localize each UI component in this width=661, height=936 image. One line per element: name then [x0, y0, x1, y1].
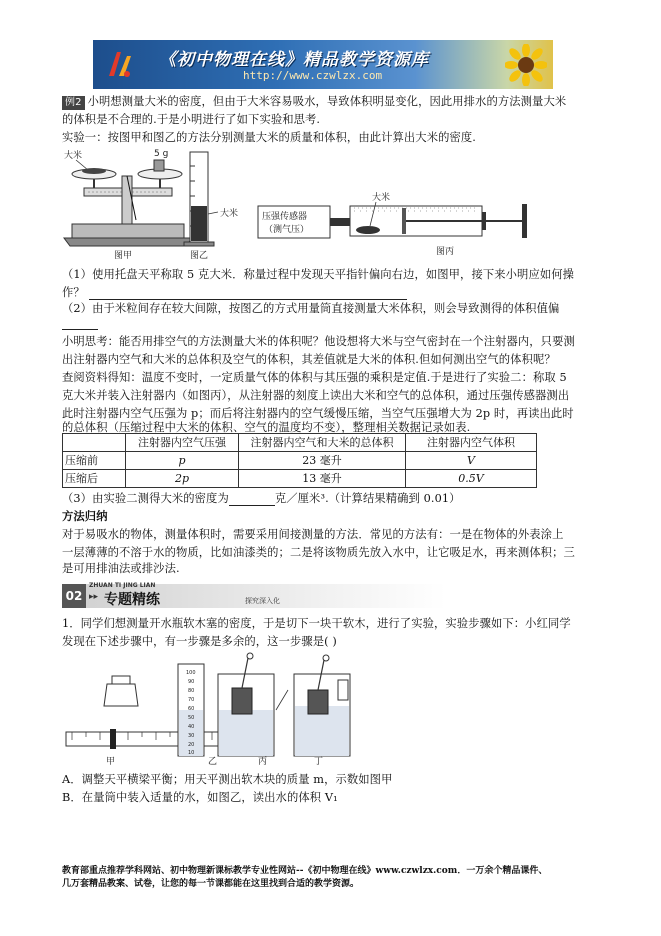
- fig1-label-weight: 5 g: [154, 149, 169, 159]
- table-header-cell: [63, 434, 126, 452]
- fig2-mark: 50: [188, 715, 195, 721]
- fig2-scale: [66, 676, 242, 767]
- fig1-label-rice-cyl: 大米: [220, 209, 239, 219]
- table-cell: 13 毫升: [239, 470, 406, 488]
- syringe-figure: [258, 191, 527, 257]
- section-number: 02: [62, 584, 86, 608]
- q1-line-1: （1）使用托盘天平称取 5 克大米．称量过程中发现天平指针偏向右边，如图甲，接下来小明应如何操: [62, 268, 575, 281]
- footer-line-2: 几万套精品教案、试卷，让您的每一节课都能在这里找到合适的教学资源。: [62, 879, 360, 889]
- thinking-line-6: 的总体积（压缩过程中大米的体积、空气的温度均不变），整理相关数据记录如表.: [62, 421, 471, 434]
- fig1-label-jia: 图甲: [114, 251, 133, 261]
- table-cell: 2p: [126, 470, 239, 488]
- table-header-cell: 注射器内空气体积: [406, 434, 537, 452]
- fig2-mark: 80: [188, 688, 195, 694]
- fig2-cylinder-yi: [178, 664, 217, 767]
- q3-answer-blank[interactable]: [229, 493, 275, 506]
- fig2-cylinder-ding: [294, 655, 350, 767]
- q1-text-2: 作？: [62, 286, 85, 299]
- fig2-label-yi: 乙: [208, 757, 218, 767]
- fig2-label-bing: 丙: [258, 757, 268, 767]
- fig1-label-bing: 图丙: [436, 247, 455, 257]
- thinking-line-5: 此时注射器内空气压强为 p；而后将注射器内的空气缓慢压缩，当空气压强增大为 2p 时，再读出此时: [62, 407, 574, 420]
- table-cell: p: [126, 452, 239, 470]
- q2-line-1: （2）由于米粒间存在较大间隙，按图乙的方式用量筒直接测量大米体积，则会导致测得的体积值偏: [62, 302, 560, 315]
- fig2-label-jia: 甲: [106, 757, 116, 767]
- double-arrow-icon: ▸▸: [89, 592, 99, 602]
- thinking-line-1: 小明思考：能否用排空气的方法测量大米的体积呢？他设想将大米与空气密封在一个注射器内，只要测: [62, 335, 575, 348]
- site-logo-icon: [105, 48, 135, 80]
- fig1-label-sensor-1: 压强传感器: [262, 212, 308, 222]
- thinking-line-3: 查阅资料得知：温度不变时，一定质量气体的体积与其压强的乘积是定值.于是进行了实验二：称取 5: [62, 371, 567, 384]
- method-line-3: 是可用排油法或排沙法.: [62, 562, 180, 575]
- table-cell: V: [406, 452, 537, 470]
- option-b: B．在量筒中装入适量的水，如图乙，读出水的体积 V₁: [62, 791, 338, 804]
- table-header-cell: 注射器内空气和大米的总体积: [239, 434, 406, 452]
- fig1-label-sensor-2: （测气压）: [264, 225, 310, 235]
- q3-line: [62, 489, 461, 508]
- fig2-mark: 40: [188, 724, 195, 730]
- header-banner: [93, 40, 553, 89]
- q1-answer-blank[interactable]: [89, 287, 407, 300]
- fig2-mark: 20: [188, 742, 195, 748]
- figure-rice-apparatus: [62, 146, 592, 262]
- example-line-1: [62, 92, 566, 111]
- fig2-mark: 10: [188, 750, 195, 756]
- banner-url: http://www.czwlzx.com: [243, 69, 383, 82]
- fig2-mark: 30: [188, 733, 195, 739]
- balance-figure: [64, 149, 192, 261]
- figure-cork-experiment: [62, 650, 372, 770]
- fig2-mark: 70: [188, 697, 195, 703]
- example-line-2: 的体积是不合理的.于是小明进行了如下实验和思考.: [62, 113, 321, 126]
- table-row: [63, 470, 537, 488]
- q2-answer-blank[interactable]: [62, 329, 98, 330]
- fig1-label-yi: 图乙: [190, 251, 209, 261]
- section-title: 专题精练: [104, 592, 160, 608]
- table-row: [63, 452, 537, 470]
- q3-text-after: 克／厘米³.（计算结果精确到 0.01）: [274, 492, 461, 505]
- fig2-mark: 60: [188, 706, 195, 712]
- table-header-cell: 注射器内空气压强: [126, 434, 239, 452]
- footer-line-1: 教育部重点推荐学科网站、初中物理新课标教学专业性网站--《初中物理在线》www.czwlzx.com．一万余个精品课件、: [62, 866, 548, 876]
- cylinder-figure: [184, 152, 238, 261]
- fig1-label-rice-syringe: 大米: [372, 193, 391, 203]
- exercise1-line-2: 发现在下述步骤中，有一步骤是多余的，这一步骤是( ): [62, 635, 337, 648]
- fig2-cylinder-bing: [218, 653, 288, 767]
- sunflower-icon: [505, 44, 547, 86]
- table-cell: 压缩前: [63, 452, 126, 470]
- thinking-line-4: 克大米并装入注射器内（如图丙），从注射器的刻度上读出大米和空气的总体积，通过压强传感器测出: [62, 389, 570, 402]
- table-cell: 0.5V: [406, 470, 537, 488]
- q3-text-before: （3）由实验二测得大米的密度为: [62, 492, 229, 505]
- table-cell: 压缩后: [63, 470, 126, 488]
- method-line-1: 对于易吸水的物体，测量体积时，需要采用间接测量的方法．常见的方法有：一是在物体的外表涂上: [62, 528, 564, 541]
- table-header-row: [63, 434, 537, 452]
- table-cell: 23 毫升: [239, 452, 406, 470]
- section-subtitle: 探究深入化: [245, 597, 280, 605]
- data-table: [62, 433, 537, 488]
- example-line-3: 实验一：按图甲和图乙的方法分别测量大米的质量和体积，由此计算出大米的密度.: [62, 131, 476, 144]
- method-line-2: 一层薄薄的不溶于水的物质，比如油漆类的；二是将该物质先放入水中，让它吸足水，再来测体积；三: [62, 546, 575, 559]
- option-a: A．调整天平横梁平衡；用天平测出软木块的质量 m，示数如图甲: [62, 773, 393, 786]
- banner-title: 《初中物理在线》精品教学资源库: [159, 50, 429, 70]
- method-title: 方法归纳: [62, 510, 108, 523]
- example-tag: 例2: [62, 96, 85, 110]
- fig2-mark: 100: [186, 670, 196, 676]
- fig2-mark: 90: [188, 679, 195, 685]
- example-text-1: 小明想测量大米的密度，但由于大米容易吸水，导致体积明显变化，因此用排水的方法测量大米: [87, 95, 567, 108]
- thinking-line-2: 出注射器内空气和大米的总体积及空气的体积，其差值就是大米的体积.但如何测出空气的体积呢？: [62, 353, 556, 366]
- fig2-label-ding: 丁: [314, 757, 324, 767]
- section-english: ZHUAN TI JING LIAN: [89, 582, 156, 589]
- fig1-label-rice-left: 大米: [64, 151, 83, 161]
- section-header: [62, 584, 446, 608]
- exercise1-line-1: 1．同学们想测量开水瓶软木塞的密度，于是切下一块干软木，进行了实验，实验步骤如下：小红同学: [62, 617, 571, 630]
